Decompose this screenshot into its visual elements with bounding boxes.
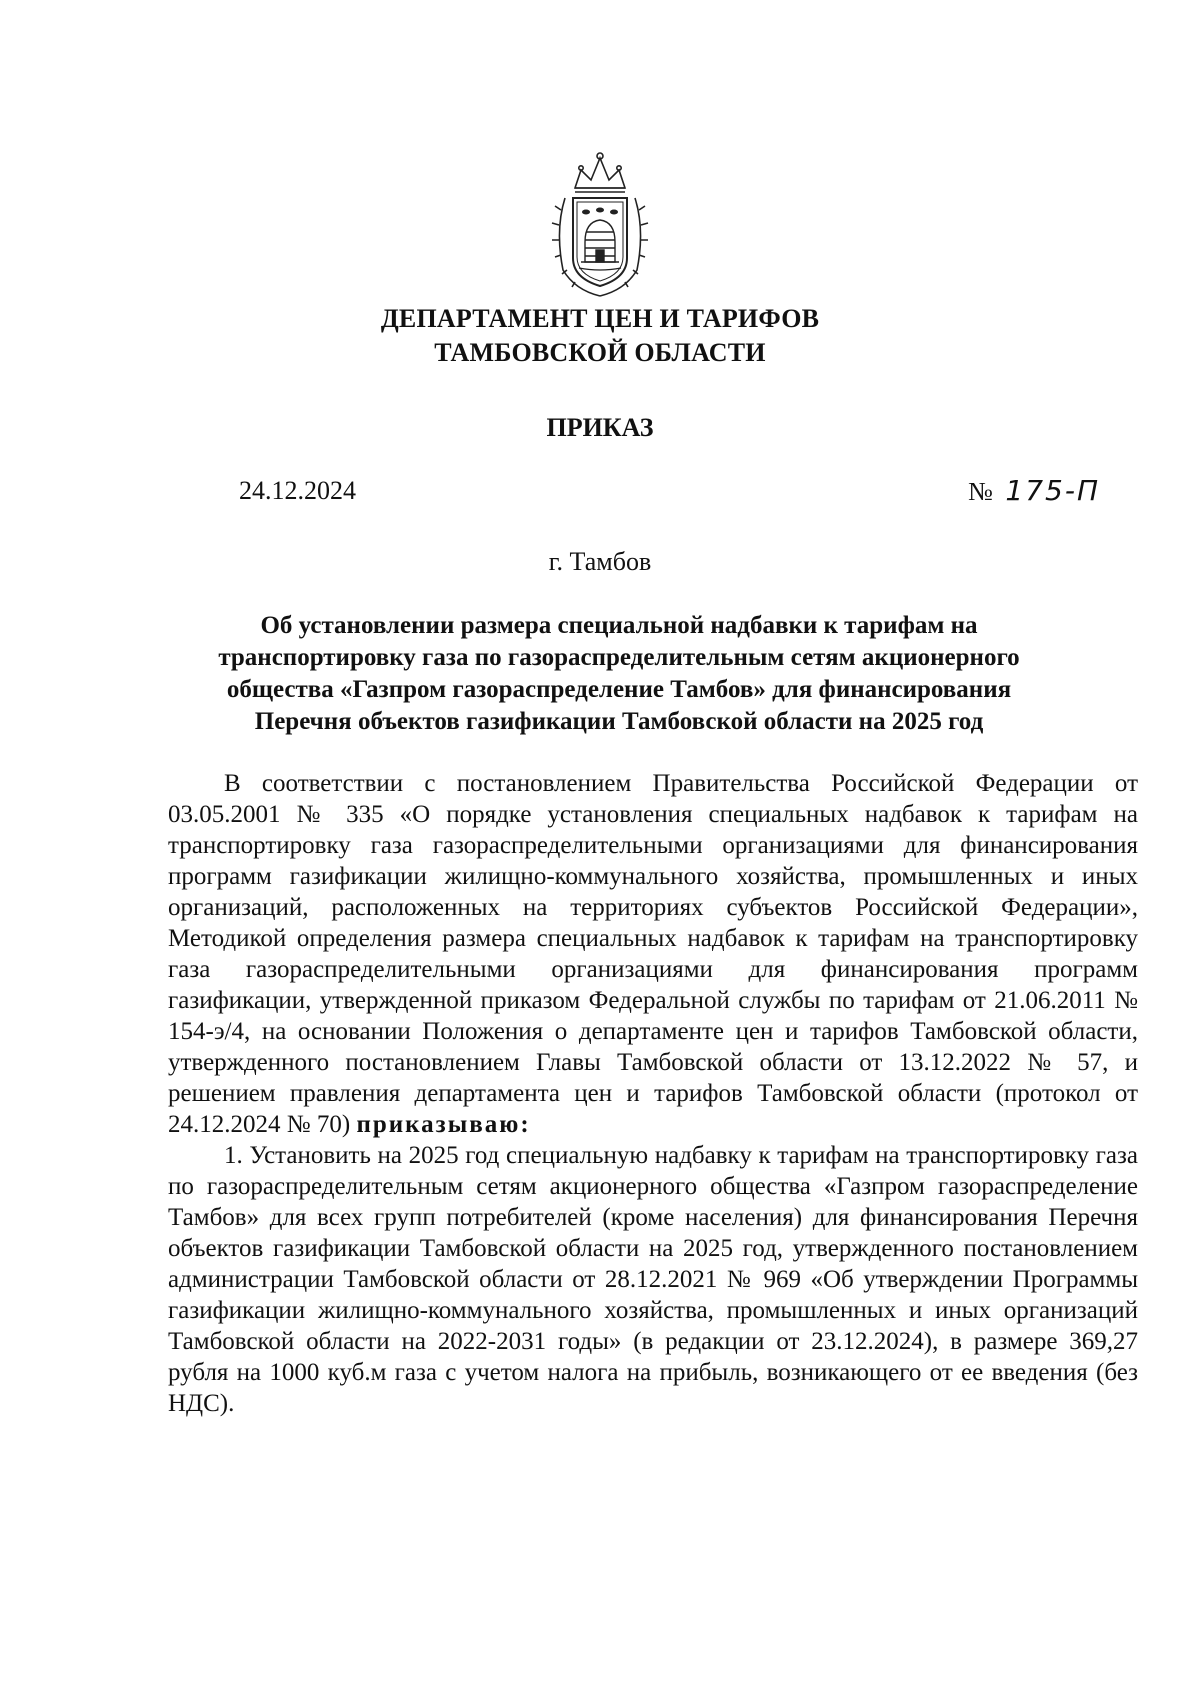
department-line-1: ДЕПАРТАМЕНТ ЦЕН И ТАРИФОВ xyxy=(380,304,820,333)
preamble-text: В соответствии с постановлением Правительства Российской Федерации от 03.05.2001 № 335 «О порядке установления специальных надбавок к тарифам на транспортировку газа газораспределительными организациями для финансирования программ газификации жилищно-коммунального хозяйства, промышленных и иных организаций, расположенных на территориях субъектов Российской Федерации», Методикой определения размера специальных надбавок к тарифам на транспортировку газа газораспределительными организациями для финансирования программ газификации, утвержденной приказом Федеральной службы по тарифам от 21.06.2011 № 154-э/4, на основании Положения о департаменте цен и тарифов Тамбовской области, утвержденного постановлением Главы Тамбовской области от 13.12.2022 № 57, и решением правления департамента цен и тарифов Тамбовской области (протокол от 24.12.2024 № 70) xyxy=(168,770,1138,1138)
order-word: приказываю: xyxy=(356,1111,531,1138)
preamble-paragraph xyxy=(168,768,1138,1140)
tambov-coat-of-arms-icon xyxy=(545,150,655,300)
document-body xyxy=(168,768,1138,1419)
subject-line-4: Перечня объектов газификации Тамбовской области на 2025 год xyxy=(254,708,984,735)
subject-line-1: Об установлении размера специальной надбавки к тарифам на xyxy=(260,612,978,639)
number-label: № xyxy=(968,477,993,506)
number-value: 175-П xyxy=(1005,474,1100,507)
document-city: г. Тамбов xyxy=(548,547,652,576)
subject-line-3: общества «Газпром газораспределение Тамбов» для финансирования xyxy=(226,676,1012,703)
department-line-2: ТАМБОВСКОЙ ОБЛАСТИ xyxy=(434,338,766,367)
document-number xyxy=(968,475,1100,508)
document-date: 24.12.2024 xyxy=(239,476,356,505)
document-subject xyxy=(168,610,1070,738)
subject-line-2: транспортировку газа по газораспределительным сетям акционерного xyxy=(218,644,1020,671)
item-1-paragraph: 1. Установить на 2025 год специальную надбавку к тарифам на транспортировку газа по газораспределительным сетям акционерного общества «Газпром газораспределение Тамбов» для всех групп потребителей (кроме населения) для финансирования Перечня объектов газификации Тамбовской области на 2025 год, утвержденного постановлением администрации Тамбовской области от 28.12.2021 № 969 «Об утверждении Программы газификации жилищно-коммунального хозяйства, промышленных и иных организаций Тамбовской области на 2022-2031 годы» (в редакции от 23.12.2024), в размере 369,27 рубля на 1000 куб.м газа с учетом налога на прибыль, возникающего от ее введения (без НДС). xyxy=(168,1142,1138,1417)
department-name xyxy=(0,302,1200,370)
document-type: ПРИКАЗ xyxy=(546,413,654,442)
